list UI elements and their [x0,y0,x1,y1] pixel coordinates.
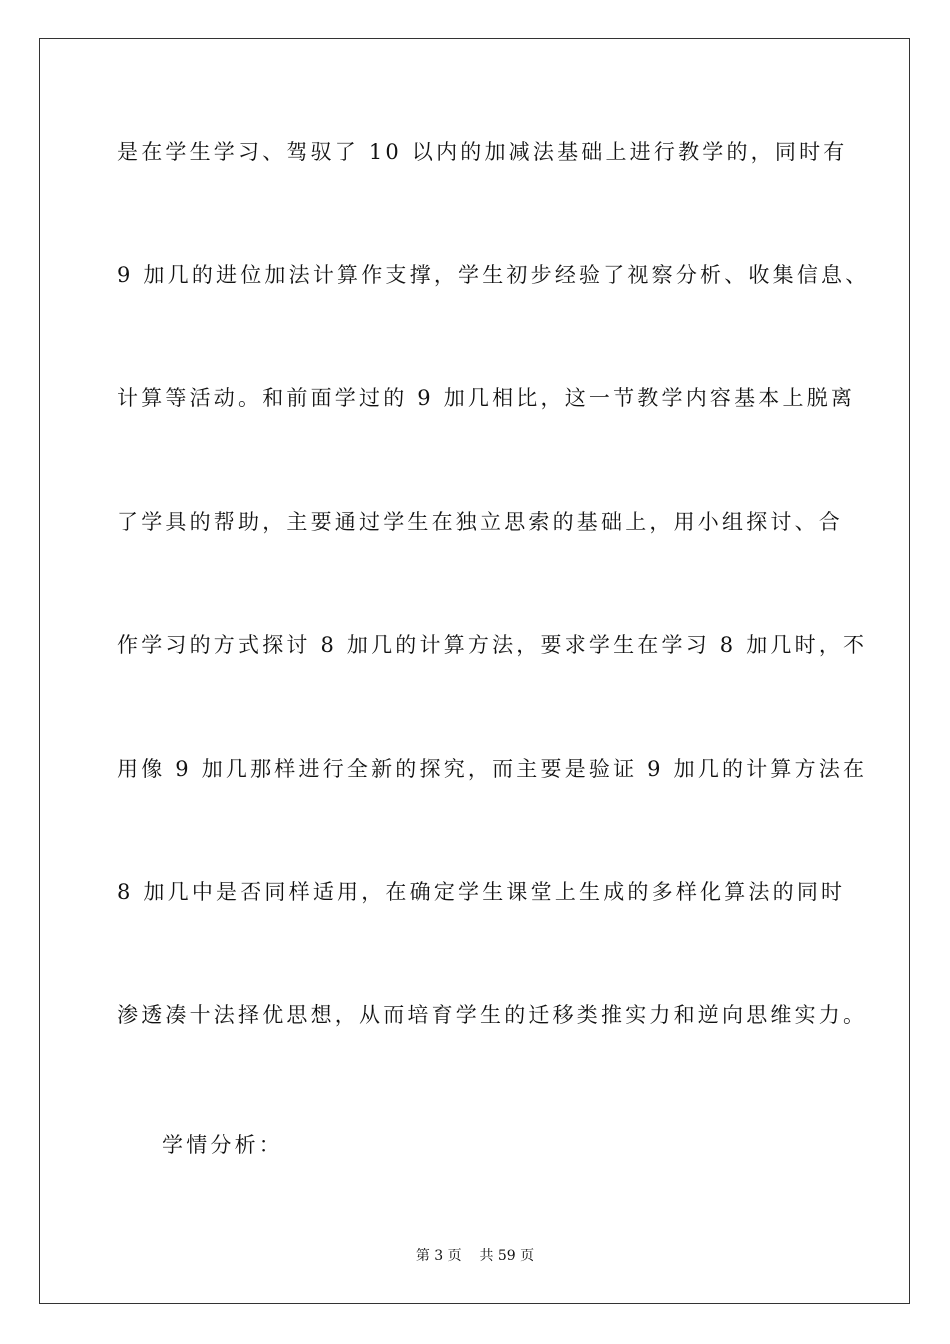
body-line-3: 计算等活动。和前面学过的 9 加几相比，这一节教学内容基本上脱离 [117,386,856,410]
page-footer [0,1247,950,1265]
page-total: 共 59 页 [479,1248,535,1264]
page-border [39,38,910,1304]
body-line-5: 作学习的方式探讨 8 加几的计算方法，要求学生在学习 8 加几时，不 [117,633,868,657]
page-number: 第 3 页 [415,1248,462,1264]
body-line-4: 了学具的帮助，主要通过学生在独立思索的基础上，用小组探讨、合 [117,510,843,534]
body-line-2: 9 加几的进位加法计算作支撑，学生初步经验了视察分析、收集信息、 [117,263,870,287]
body-line-6: 用像 9 加几那样进行全新的探究，而主要是验证 9 加几的计算方法在 [117,757,868,781]
body-line-1: 是在学生学习、驾驭了 10 以内的加减法基础上进行教学的，同时有 [117,140,848,164]
section-heading: 学情分析： [162,1133,283,1157]
body-line-7: 8 加几中是否同样适用，在确定学生课堂上生成的多样化算法的同时 [117,880,846,904]
body-line-8: 渗透凑十法择优思想，从而培育学生的迁移类推实力和逆向思维实力。 [117,1003,868,1027]
